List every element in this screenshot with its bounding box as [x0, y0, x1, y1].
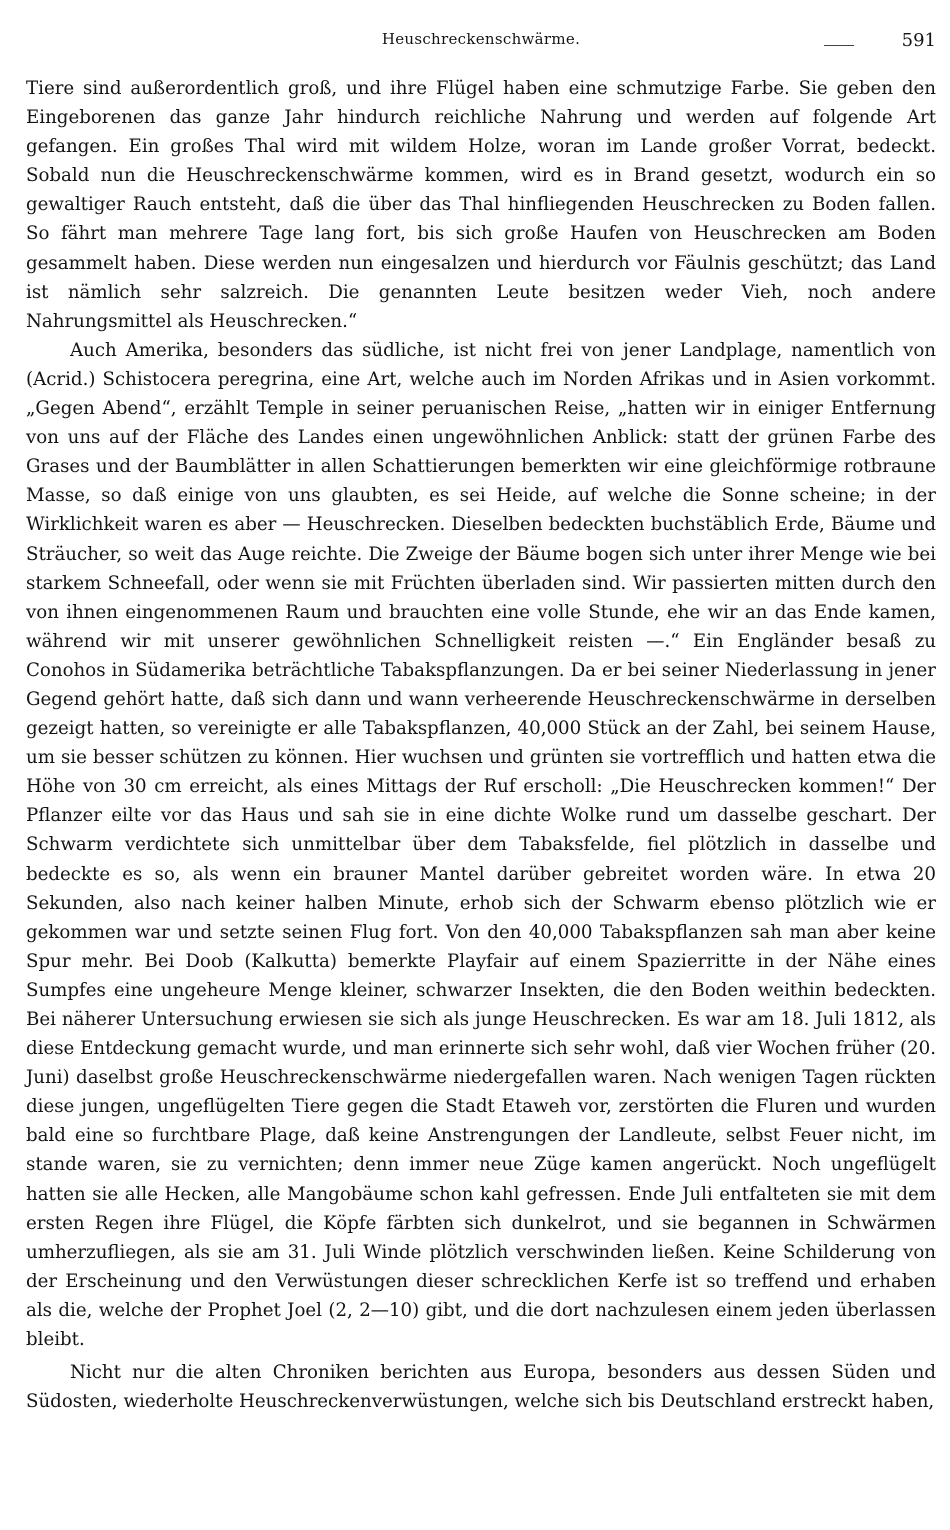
header-rule [824, 45, 854, 46]
paragraph-america: Auch Amerika, besonders das südliche, ist nicht frei von jener Landplage, namentlich von (Acrid.) Schistocera peregrina, eine Art, welche auch im Norden Afrikas und in Asien vorkommt. „Gegen Abend“, erzählt Temple in seiner peruanischen Reise, „hatten wir in einiger Entfernung von uns auf der Fläche des Landes einen ungewöhnlichen Anblick: statt der grünen Farbe des Grases und der Baumblätter in allen Schattierungen bemerkten wir eine gleichförmige rotbraune Masse, so daß einige von uns glaubten, es sei Heide, auf welche die Sonne scheine; in der Wirklichkeit waren es aber — Heuschrecken. Dieselben bedeckten buchstäblich Erde, Bäume und Sträucher, so weit das Auge reichte. Die Zweige der Bäume bogen sich unter ihrer Menge wie bei starkem Schneefall, oder wenn sie mit Früchten überladen sind. Wir passierten mitten durch den von ihnen eingenommenen Raum und brauchten eine volle Stunde, ehe wir an das Ende kamen, während wir mit unserer gewöhnlichen Schnelligkeit reisten —.“ Ein Engländer besaß zu Conohos in Südamerika beträchtliche Tabakspflanzungen. Da er bei seiner Niederlassung in jener Gegend gehört hatte, daß sich dann und wann verheerende Heuschreckenschwärme in derselben gezeigt hatten, so vereinigte er alle Tabakspflanzen, 40,000 Stück an der Zahl, bei seinem Hause, um sie besser schützen zu können. Hier wuchsen und grünten sie vortrefflich und hatten etwa die Höhe von 30 cm erreicht, als eines Mittags der Ruf erscholl: „Die Heuschrecken kommen!“ Der Pflanzer eilte vor das Haus und sah sie in eine dichte Wolke rund um dasselbe geschart. Der Schwarm verdichtete sich unmittelbar über dem Tabaksfelde, fiel plötzlich in dasselbe und bedeckte es so, als wenn ein brauner Mantel darüber gebreitet worden wäre. In etwa 20 Sekunden, also nach keiner halben Minute, erhob sich der Schwarm ebenso plötzlich wie er gekommen war und setzte seinen Flug fort. Von den 40,000 Tabakspflanzen sah man aber keine Spur mehr. Bei Doob (Kalkutta) bemerkte Playfair auf einem Spazierritte in der Nähe eines Sumpfes eine ungeheure Menge kleiner, schwarzer Insekten, die den Boden weithin bedeckten. Bei näherer Untersuchung erwiesen sie sich als junge Heuschrecken. Es war am 18. Juli 1812, als diese Entdeckung gemacht wurde, und man erinnerte sich sehr wohl, daß vier Wochen früher (20. Juni) daselbst große Heuschreckenschwärme niedergefallen waren. Nach wenigen Tagen rückten diese jungen, ungeflügelten Tiere gegen die Stadt Etaweh vor, zerstörten die Fluren und wurden bald eine so furchtbare Plage, daß keine Anstrengungen der Landleute, selbst Feuer nicht, im stande waren, sie zu vernichten; denn immer neue Züge kamen angerückt. Noch ungeflügelt hatten sie alle Hecken, alle Mangobäume schon kahl gefressen. Ende Juli entfalteten sie mit dem ersten Regen ihre Flügel, die Köpfe färbten sich dunkelrot, und sie begannen in Schwärmen umherzufliegen, als sie am 31. Juli Winde plötzlich verschwinden ließen. Keine Schilderung von der Erscheinung und den Verwüstungen dieser schrecklichen Kerfe ist so treffend und erhaben als die, welche der Prophet Joel (2, 2—10) gibt, und die dort nachzulesen einem jeden überlassen bleibt. [26, 339, 936, 1351]
body-text [26, 74, 936, 1416]
book-page [26, 0, 936, 1530]
paragraph-continued: Tiere sind außerordentlich groß, und ihre Flügel haben eine schmutzige Farbe. Sie geben den Eingeborenen das ganze Jahr hindurch reichliche Nahrung und werden auf folgende Art gefangen. Ein großes Thal wird mit wildem Holze, woran im Lande großer Vorrat, bedeckt. Sobald nun die Heuschreckenschwärme kommen, wird es in Brand gesetzt, wodurch ein so gewaltiger Rauch entsteht, daß die über das Thal hinfliegenden Heuschrecken zu Boden fallen. So fährt man mehrere Tage lang fort, bis sich große Haufen von Heuschrecken am Boden gesammelt haben. Diese werden nun eingesalzen und hierdurch vor Fäulnis geschützt; das Land ist nämlich sehr salzreich. Die genannten Leute besitzen weder Vieh, noch andere Nahrungsmittel als Heuschrecken.“ [26, 78, 936, 332]
paragraph-europe: Nicht nur die alten Chroniken berichten aus Europa, besonders aus dessen Süden und Südosten, wiederholte Heuschreckenverwüstungen, welche sich bis Deutschland erstreckt haben, [26, 1362, 936, 1413]
page-number: 591 [901, 30, 936, 51]
running-title: Heuschreckenschwärme. [381, 30, 581, 48]
page-header [26, 0, 936, 66]
